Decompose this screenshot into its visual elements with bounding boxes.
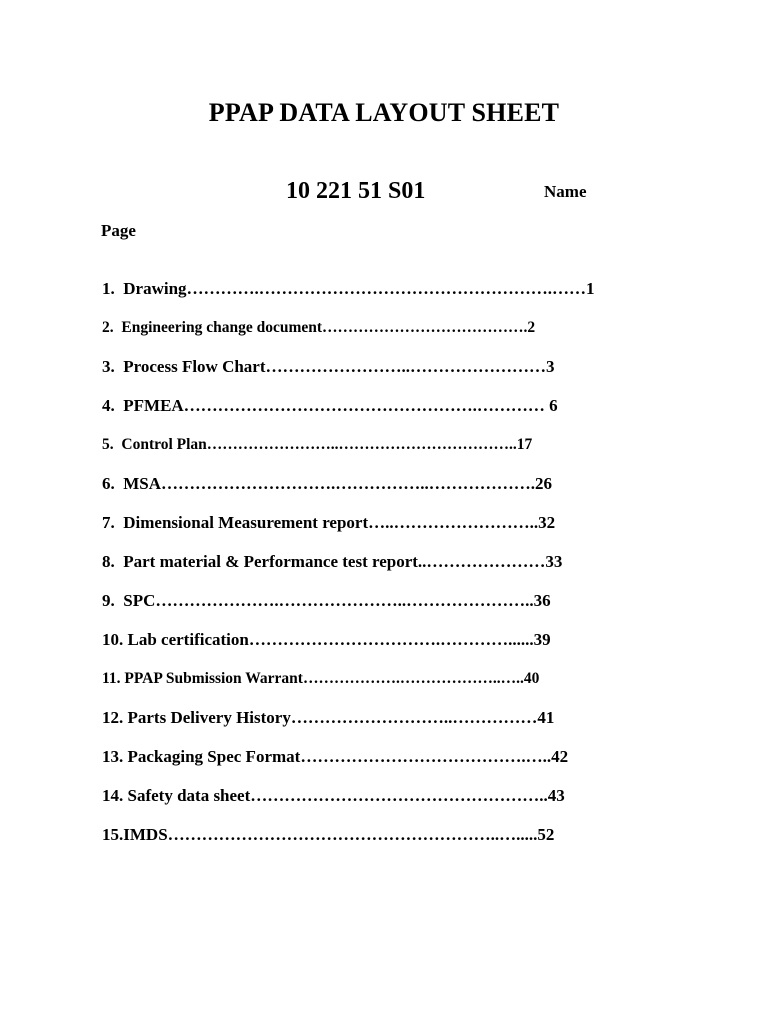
toc-item-lab-certification: [102, 629, 682, 668]
toc-item-msa: [102, 473, 682, 512]
toc-item-text: 12. Parts Delivery History………………………..……………41: [102, 708, 555, 727]
toc-item-text: 5. Control Plan……………………..……………………………..17: [102, 436, 533, 453]
toc-item-engineering-change: [102, 317, 682, 356]
toc-item-packaging-spec: [102, 746, 682, 785]
toc-item-text: 15.IMDS…………………………………………………..….....52: [102, 825, 555, 844]
page-column-label: Page: [101, 221, 136, 240]
toc-item-drawing: [102, 278, 682, 317]
page-title: PPAP DATA LAYOUT SHEET: [208, 98, 560, 127]
toc-item-text: 3. Process Flow Chart……………………..……………………3: [102, 357, 555, 376]
toc-item-material-test: [102, 551, 682, 590]
toc-item-safety-data: [102, 785, 682, 824]
name-label: Name: [544, 182, 587, 201]
part-number: 10 221 51 S01: [286, 178, 426, 204]
toc-item-text: 8. Part material & Performance test report..…………………33: [102, 552, 563, 571]
toc-item-text: 11. PPAP Submission Warrant……………….………………..…..40: [102, 670, 540, 687]
toc-item-ppap-warrant: [102, 668, 682, 707]
toc-item-process-flow: [102, 356, 682, 395]
toc-item-control-plan: [102, 434, 682, 473]
toc-item-text: 6. MSA………………………….……………..……………….26: [102, 474, 553, 493]
toc-item-delivery-history: [102, 707, 682, 746]
toc-item-dimensional: [102, 512, 682, 551]
toc-item-pfmea: [102, 395, 682, 434]
toc-item-text: 4. PFMEA…………………………………………….………… 6: [102, 396, 558, 415]
toc-item-text: 1. Drawing………….…………………………………………….……1: [102, 279, 595, 298]
toc-item-text: 14. Safety data sheet……………………………………………..43: [102, 786, 565, 805]
toc-item-text: 13. Packaging Spec Format………………………………….…..42: [102, 747, 569, 766]
toc-item-text: 2. Engineering change document………………………………….2: [102, 319, 536, 336]
toc-item-text: 10. Lab certification…………………………….…………......39: [102, 630, 551, 649]
table-of-contents: [102, 278, 682, 863]
toc-item-spc: [102, 590, 682, 629]
toc-item-text: 9. SPC………………….…………………..…………………..36: [102, 591, 551, 610]
toc-item-text: 7. Dimensional Measurement report…..……………………..32: [102, 513, 556, 532]
toc-item-imds: [102, 824, 682, 863]
